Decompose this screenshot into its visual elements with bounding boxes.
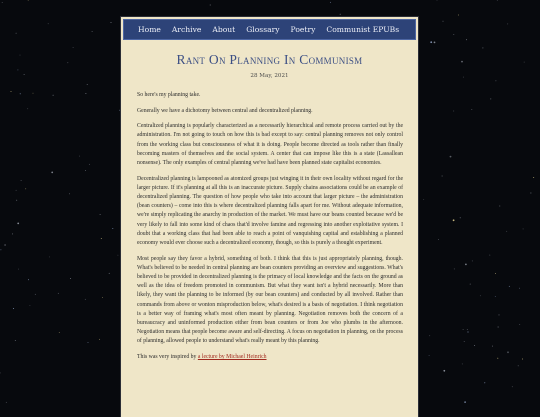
nav-glossary-link[interactable]: Glossary xyxy=(246,25,279,34)
star-dot xyxy=(17,223,19,225)
star-dot xyxy=(85,93,86,94)
star-dot xyxy=(117,255,118,256)
paragraph-1: So here's my planning take. xyxy=(137,91,403,100)
star-dot xyxy=(463,77,464,78)
star-dot xyxy=(497,358,498,359)
star-dot xyxy=(111,22,112,23)
star-dot xyxy=(464,341,465,342)
star-dot xyxy=(59,332,60,333)
star-dot xyxy=(89,164,90,165)
star-dot xyxy=(16,190,17,191)
paragraph-2: Generally we have a dichotomy between central and decentralized planning. xyxy=(137,107,403,116)
star-dot xyxy=(48,23,49,24)
post-title: Rant On Planning In Communism xyxy=(121,52,418,68)
post-date: 28 May, 2021 xyxy=(121,73,418,79)
star-dot xyxy=(489,255,490,256)
star-dot xyxy=(210,5,211,6)
star-dot xyxy=(49,256,50,257)
star-dot xyxy=(109,273,110,274)
star-dot xyxy=(21,180,22,181)
star-dot xyxy=(16,33,17,34)
star-dot xyxy=(6,402,7,403)
star-dot xyxy=(92,31,93,32)
star-dot xyxy=(35,294,36,295)
inspiration-prefix: This was very inspired by xyxy=(137,354,198,360)
star-dot xyxy=(58,293,59,294)
star-dot xyxy=(464,401,466,403)
star-dot xyxy=(88,342,89,343)
star-dot xyxy=(112,228,113,229)
star-dot xyxy=(467,329,468,330)
star-dot xyxy=(453,111,454,112)
star-dot xyxy=(498,327,499,328)
star-dot xyxy=(506,231,507,232)
star-dot xyxy=(450,156,452,158)
nav-communist-epubs-link[interactable]: Communist EPUBs xyxy=(326,25,399,34)
nav-about-link[interactable]: About xyxy=(212,25,235,34)
star-dot xyxy=(85,170,86,171)
star-dot xyxy=(25,188,26,189)
star-dot xyxy=(99,339,100,340)
star-dot xyxy=(67,62,68,63)
star-dot xyxy=(465,264,467,266)
star-dot xyxy=(11,91,12,92)
star-dot xyxy=(497,0,498,1)
star-dot xyxy=(13,308,14,309)
star-dot xyxy=(509,286,510,287)
star-dot xyxy=(470,284,471,285)
star-dot xyxy=(119,110,120,111)
star-dot xyxy=(0,249,1,250)
star-dot xyxy=(28,0,29,1)
star-dot xyxy=(480,295,481,296)
star-dot xyxy=(20,93,21,94)
star-dot xyxy=(495,273,496,274)
star-dot xyxy=(18,269,19,270)
star-dot xyxy=(102,297,103,298)
paragraph-5: Most people say they favor a hybrid, something of both. I think that this is just appropriately planning, though. What's believed to be needed in central planning are bean counters providing an overview and suggestions. What's believed to be provided in decentralized planning is the primacy of local knowledge and the facts on the ground as well as the idea of freedom promoted in communism. But what they want isn't a hybrid necessarily. More than likely, they want the planning to be informed (by our bean counters) and conducted by all involved. Rather than commands from above or wonton misproduction below, what's desired is a basis of negotiation. I think negotiation is a better way of framing what's most often meant by planning. Negotiation removes both the concern of a bureaucracy and uninformed production either from bean counters or from Joe who plumbs in the afternoon. Negotiation means that people become aware and self-directing. A focus on negotiation in planning, on the process of planning, allowed people to understand what's really meant by this planning. xyxy=(137,255,403,347)
star-dot xyxy=(28,279,29,280)
star-dot xyxy=(460,217,461,218)
star-dot xyxy=(499,314,500,315)
star-dot xyxy=(340,14,341,15)
star-dot xyxy=(523,228,524,229)
star-dot xyxy=(443,370,445,372)
star-dot xyxy=(27,108,28,109)
content-column xyxy=(121,17,418,417)
star-dot xyxy=(438,239,439,240)
star-dot xyxy=(79,156,80,157)
nav-poetry-link[interactable]: Poetry xyxy=(291,25,316,34)
star-dot xyxy=(17,69,18,70)
star-dot xyxy=(85,299,86,300)
nav-home-link[interactable]: Home xyxy=(138,25,161,34)
star-dot xyxy=(462,363,463,364)
star-dot xyxy=(51,172,53,174)
star-dot xyxy=(495,80,496,81)
star-dot xyxy=(522,359,523,360)
star-dot xyxy=(490,98,491,99)
star-dot xyxy=(454,268,455,269)
paragraph-4: Decentralized planning is lampooned as atomized groups just winging it in their own locality without regard for the larger picture. If it's planning at all this is an inaccurate picture. Supply chains associations could be an example of decentralized planning. The question of how people who take into account that larger picture – the administration (bean counters) – come into this is where decentralized planning falls apart for me. Without adequate information, we're simply replicating the anarchy in production of the market. We must have our beans counted because we'd be very likely to fall into some kind of chaos that'd involve famine and regressing into another exploitative system. I doubt that a working class that had been able to reach a point of vanquishing capital and establishing a planned economy would ever choose such a decentralized economy, though, so this is purely a thought experiment. xyxy=(137,175,403,249)
star-dot xyxy=(507,23,508,24)
star-dot xyxy=(423,199,424,200)
star-dot xyxy=(519,324,520,325)
star-dot xyxy=(495,296,496,297)
star-dot xyxy=(16,200,17,201)
star-dot xyxy=(466,39,467,40)
star-dot xyxy=(70,278,71,279)
star-dot xyxy=(73,47,74,48)
star-dot xyxy=(484,382,485,383)
star-dot xyxy=(458,15,459,16)
star-dot xyxy=(472,260,473,261)
star-dot xyxy=(101,238,102,239)
star-dot xyxy=(29,305,30,306)
star-dot xyxy=(429,355,430,356)
star-dot xyxy=(518,365,519,366)
star-dot xyxy=(468,332,469,333)
star-dot xyxy=(12,233,13,234)
star-dot xyxy=(474,345,475,346)
top-navigation xyxy=(123,19,416,40)
star-dot xyxy=(507,351,509,353)
star-dot xyxy=(533,177,534,178)
inspiration-note xyxy=(137,353,403,362)
star-dot xyxy=(2,2,3,3)
star-dot xyxy=(429,335,430,336)
star-dot xyxy=(434,42,436,44)
star-dot xyxy=(87,84,88,85)
nav-archive-link[interactable]: Archive xyxy=(172,25,201,34)
paragraph-3: Centralized planning is popularly characterized as a necessarily hierarchical and remote process carried out by the administration. I'm not going to touch on how this is bad except to say: central planning removes not only control from the working class but consciousness of what it is doing. People become directed as tools rather than finally becoming masters of themselves and the social system. A center that can impose like this is a state (Lassallean nonsense). The only examples of central planning we've had have been planned state capitalist economies. xyxy=(137,122,403,168)
lecture-link[interactable]: a lecture by Michael Heinrich xyxy=(198,354,267,360)
star-dot xyxy=(437,0,438,1)
star-dot xyxy=(442,176,443,177)
star-dot xyxy=(530,193,531,194)
star-dot xyxy=(519,288,520,289)
star-dot xyxy=(20,55,21,56)
star-dot xyxy=(100,214,101,215)
star-dot xyxy=(15,340,16,341)
star-dot xyxy=(330,2,331,3)
star-dot xyxy=(443,21,444,22)
star-dot xyxy=(453,34,454,35)
star-dot xyxy=(53,95,54,96)
star-dot xyxy=(499,206,500,207)
star-dot xyxy=(24,74,25,75)
star-dot xyxy=(463,329,464,330)
star-dot xyxy=(471,109,472,110)
star-dot xyxy=(453,219,455,221)
star-dot xyxy=(524,62,525,63)
star-dot xyxy=(482,47,483,48)
post-body xyxy=(137,91,403,369)
star-dot xyxy=(492,346,493,347)
star-dot xyxy=(4,244,6,246)
star-dot xyxy=(33,93,34,94)
star-dot xyxy=(512,386,513,387)
star-dot xyxy=(430,41,432,43)
star-dot xyxy=(69,193,70,194)
star-dot xyxy=(461,61,463,63)
